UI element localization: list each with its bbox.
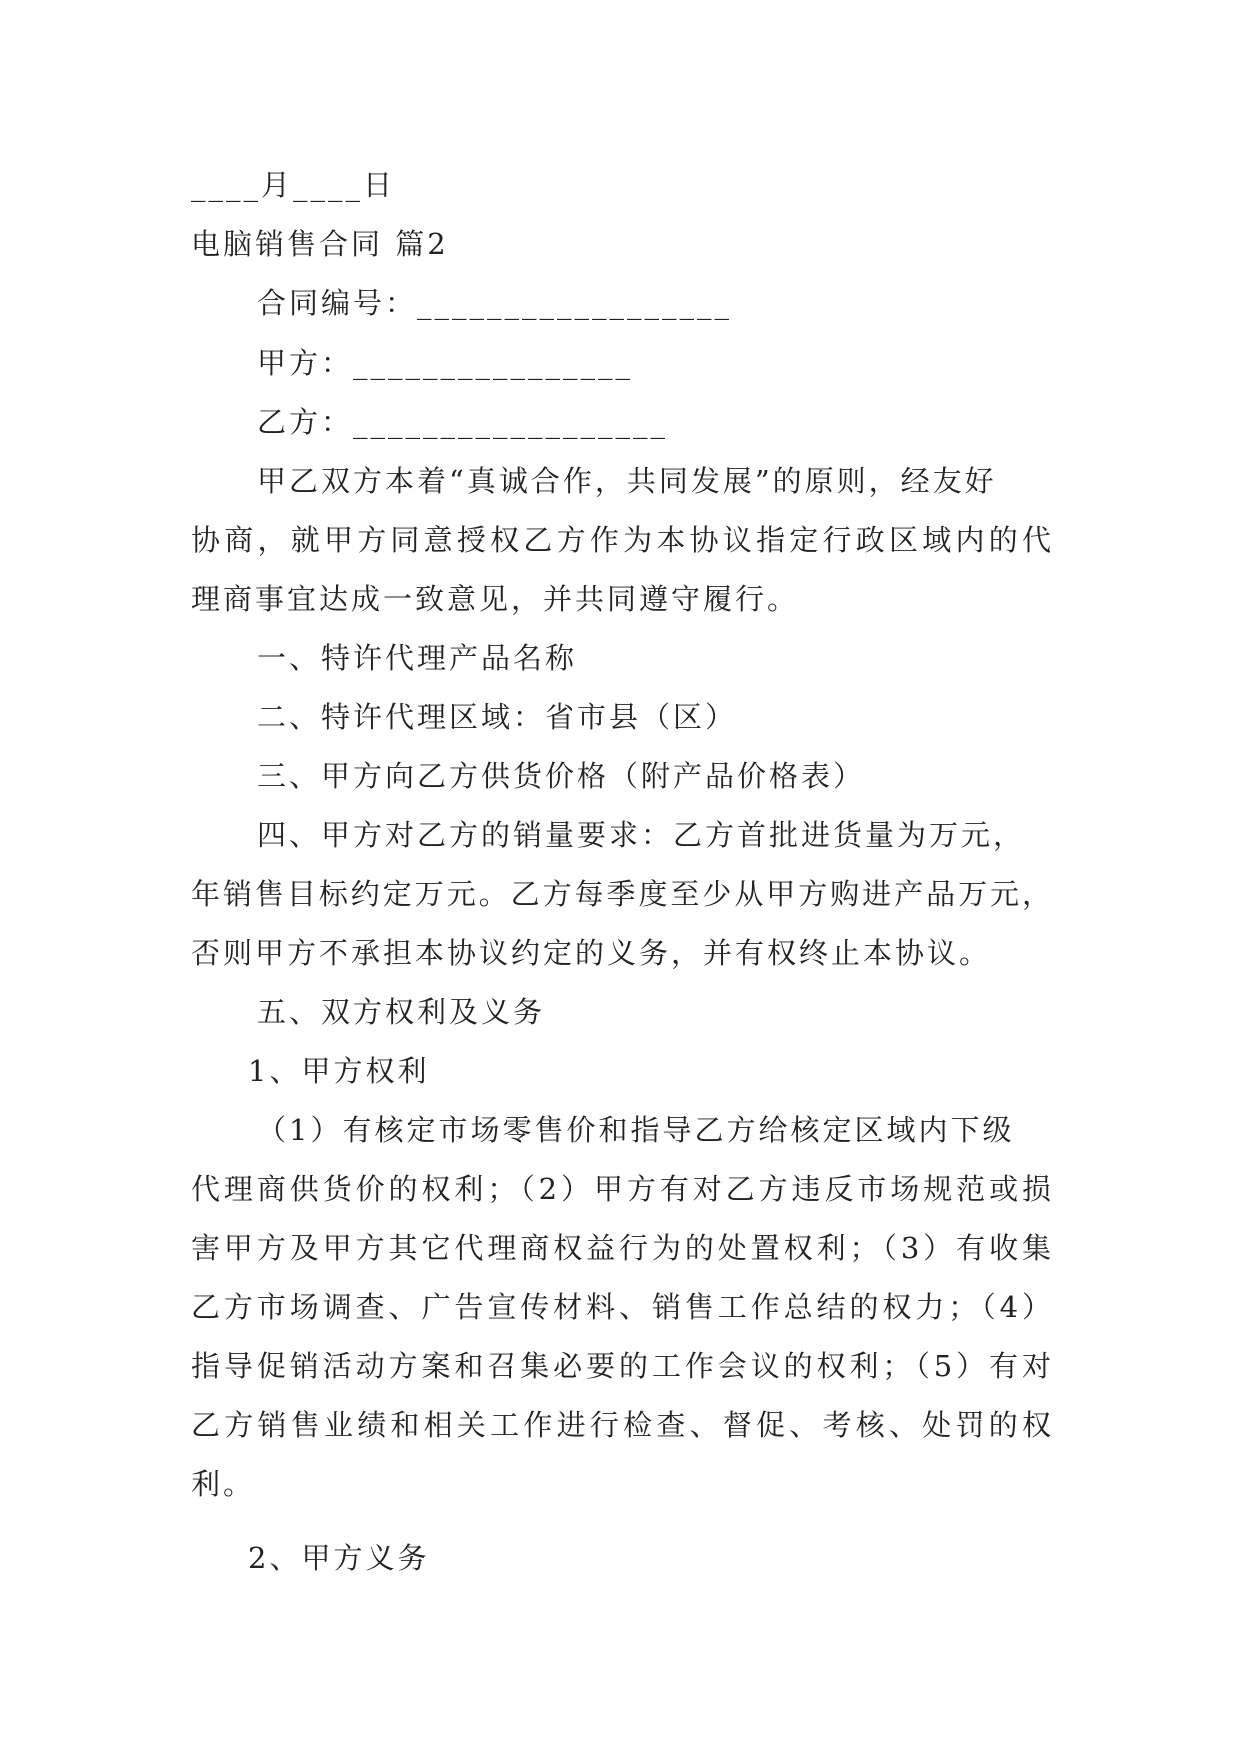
party-a-field: 甲方：________________ [257, 346, 634, 380]
rights-paragraph-line: 乙方销售业绩和相关工作进行检查、督促、考核、处罚的权 [191, 1408, 1051, 1442]
rights-paragraph-line: 代理商供货价的权利；（2）甲方有对乙方违反市场规范或损 [191, 1172, 1051, 1206]
section-heading-2: 二、特许代理区域：省市县（区） [257, 700, 738, 734]
document-title: 电脑销售合同 篇2 [191, 227, 449, 261]
party-b-field: 乙方：__________________ [257, 405, 669, 439]
rights-paragraph-line: 指导促销活动方案和召集必要的工作会议的权利；（5）有对 [191, 1349, 1051, 1383]
contract-number-field: 合同编号：__________________ [257, 286, 733, 320]
rights-paragraph-line: 利。 [191, 1467, 256, 1501]
section-heading-5: 五、双方权利及义务 [257, 995, 546, 1029]
section-4-line: 年销售目标约定万元。乙方每季度至少从甲方购进产品万元， [191, 877, 1051, 911]
section-heading-3: 三、甲方向乙方供货价格（附产品价格表） [257, 759, 866, 793]
intro-paragraph-line: 协商，就甲方同意授权乙方作为本协议指定行政区域内的代 [191, 523, 1051, 557]
section-4-line: 四、甲方对乙方的销量要求：乙方首批进货量为万元， [257, 818, 1026, 852]
date-line: ____月____日 [191, 168, 396, 202]
rights-paragraph-line: 害甲方及甲方其它代理商权益行为的处置权利；（3）有收集 [191, 1231, 1051, 1265]
section-4-line: 否则甲方不承担本协议约定的义务，并有权终止本协议。 [191, 936, 992, 970]
intro-paragraph-line: 理商事宜达成一致意见，并共同遵守履行。 [191, 582, 800, 616]
intro-paragraph-line: 甲乙双方本着“真诚合作，共同发展”的原则，经友好 [257, 464, 997, 498]
section-heading-1: 一、特许代理产品名称 [257, 641, 578, 675]
rights-paragraph-line: 乙方市场调查、广告宣传材料、销售工作总结的权力；（4） [191, 1290, 1051, 1324]
subsection-heading-2: 2、甲方义务 [248, 1541, 430, 1575]
rights-paragraph-line: （1）有核定市场零售价和指导乙方给核定区域内下级 [257, 1113, 1015, 1147]
subsection-heading-1: 1、甲方权利 [248, 1054, 430, 1088]
